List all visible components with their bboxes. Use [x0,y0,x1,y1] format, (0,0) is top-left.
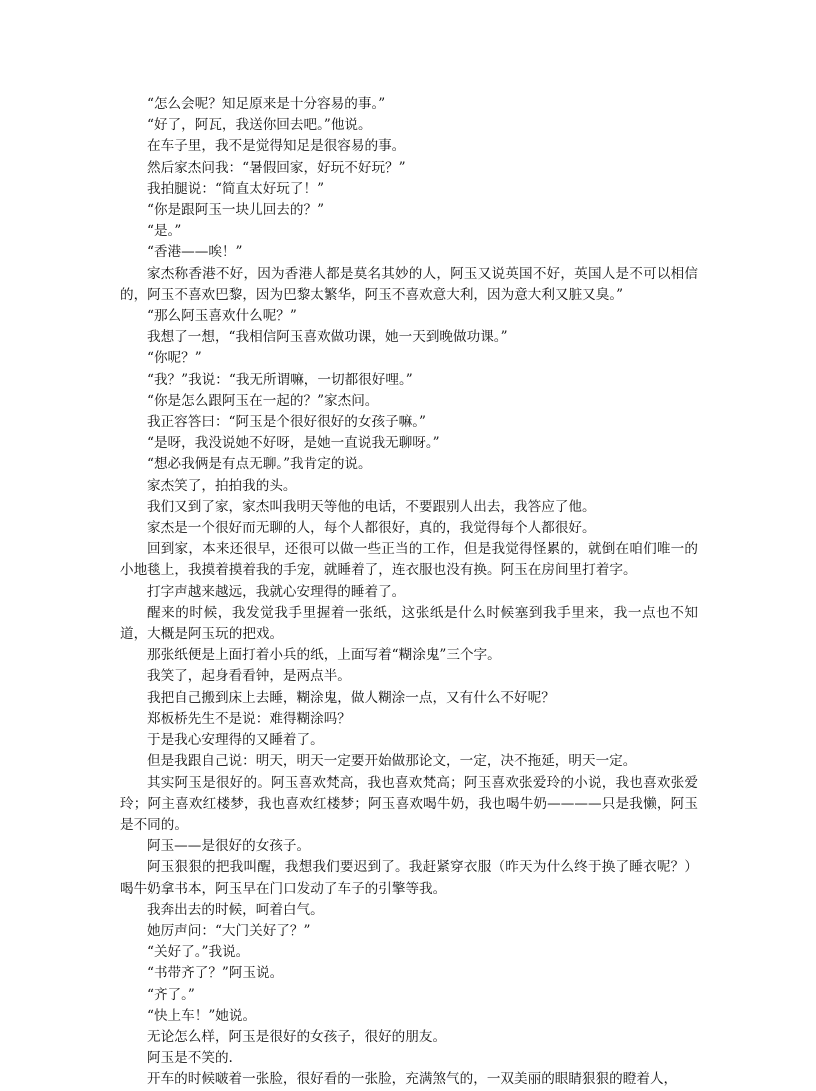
paragraph: “香港——唉！” [147,244,243,261]
paragraph: “好了，阿瓦，我送你回去吧。”他说。 [147,117,372,134]
paragraph: “那么阿玉喜欢什么呢？” [147,308,297,325]
paragraph: “你是怎么跟阿玉在一起的？”家杰问。 [147,392,379,409]
paragraph: 我奔出去的时候，呵着白气。 [147,901,324,918]
paragraph: 回到家，本来还很早，还很可以做一些正当的工作，但是我觉得怪累的，就倒在咱们唯一的小地毯上，我摸着摸着我的手宠，就睡着了，连衣服也没有换。阿玉在房间里打着字。 [120,541,698,579]
paragraph: 我笑了，起身看看钟，是两点半。 [147,668,351,685]
paragraph: 但是我跟自己说：明天，明天一定要开始做那论文，一定，决不拖延，明天一定。 [147,753,637,770]
paragraph: 阿玉是不笑的. [147,1050,233,1067]
paragraph: “是呀，我没说她不好呀，是她一直说我无聊呀。” [147,435,440,452]
paragraph: 其实阿玉是很好的。阿玉喜欢梵高，我也喜欢梵高；阿玉喜欢张爱玲的小说，我也喜欢张爱玲；阿主喜欢红楼梦，我也喜欢红楼梦；阿玉喜欢喝牛奶，我也喝牛奶————只是我懒，阿玉是不同的。 [120,774,698,833]
document-page [120,94,698,1091]
paragraph: 在车子里，我不是觉得知足是很容易的事。 [147,138,406,155]
paragraph: 我把自己搬到床上去睡，糊涂鬼，做人糊涂一点，又有什么不好呢？ [147,689,555,706]
paragraph: “想必我俩是有点无聊。”我肯定的说。 [147,456,372,473]
paragraph: “你是跟阿玉一块儿回去的？” [147,202,325,219]
paragraph: 我们又到了家，家杰叫我明天等他的电话，不要跟别人出去，我答应了他。 [147,498,596,515]
paragraph: 家杰称香港不好，因为香港人都是莫名其妙的人，阿玉又说英国不好，英国人是不可以相信的，阿玉不喜欢巴黎，因为巴黎太繁华，阿玉不喜欢意大利，因为意大利又脏又臭。” [120,265,698,303]
paragraph: 郑板桥先生不是说：难得糊涂吗？ [147,710,351,727]
paragraph: 我拍腿说：“简直太好玩了！” [147,180,325,197]
paragraph: “我？”我说：“我无所谓嘛，一切都很好哩。” [147,371,413,388]
paragraph: 那张纸便是上面打着小兵的纸，上面写着“糊涂鬼”三个字。 [147,647,501,664]
paragraph: “怎么会呢？知足原来是十分容易的事。” [147,96,386,112]
paragraph: “你呢？” [147,350,202,367]
paragraph: 醒来的时候，我发觉我手里握着一张纸，这张纸是什么时候塞到我手里来，我一点也不知道，大概是阿玉玩的把戏。 [120,604,698,643]
paragraph: 阿玉——是很好的女孩子。 [147,838,311,855]
paragraph: 家杰笑了，拍拍我的头。 [147,477,297,494]
paragraph: 家杰是一个很好而无聊的人，每个人都很好，真的，我觉得每个人都很好。 [147,520,596,537]
paragraph: 开车的时候啵着一张脸，很好看的一张脸，充满煞气的，一双美丽的眼睛狠狠的瞪着人， [147,1071,678,1088]
paragraph: “快上车！”她说。 [147,1007,257,1024]
paragraph: 阿玉狠狠的把我叫醒，我想我们要迟到了。我赶紧穿衣服（昨天为什么终于换了睡衣呢？）喝牛奶拿书本，阿玉早在门口发动了车子的引擎等我。 [120,859,698,897]
paragraph: 于是我心安理得的又睡着了。 [147,732,324,749]
paragraph: “书带齐了？”阿玉说。 [147,965,284,982]
paragraph: 她厉声问：“大门关好了？” [147,922,311,939]
paragraph: 然后家杰问我：“暑假回家，好玩不好玩？” [147,159,406,176]
paragraph: 打字声越来越远，我就心安理得的睡着了。 [147,583,406,600]
paragraph: 我想了一想，“我相信阿玉喜欢做功课，她一天到晚做功课。” [147,329,508,346]
paragraph: “齐了。” [147,986,195,1003]
paragraph: 无论怎么样，阿玉是很好的女孩子，很好的朋友。 [147,1028,447,1045]
paragraph: 我正容答曰：“阿玉是个很好很好的女孩子嘛。” [147,414,426,431]
paragraph: “是。” [147,223,182,240]
paragraph: “关好了。”我说。 [147,944,250,961]
